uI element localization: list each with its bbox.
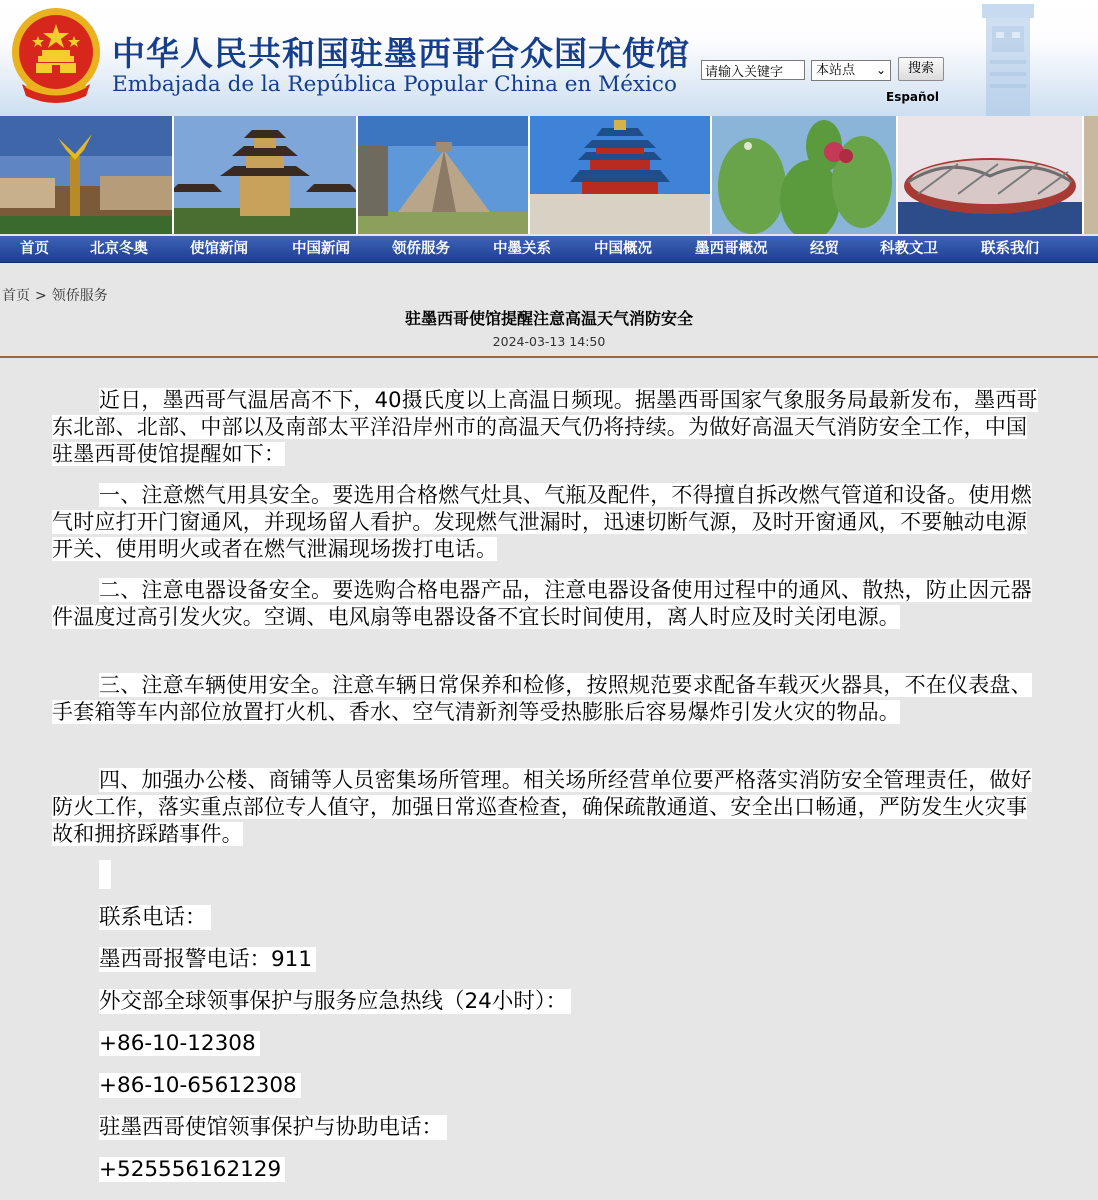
site-title-spanish: Embajada de la República Popular China en México: [112, 72, 677, 97]
contact-line: [99, 987, 571, 1017]
main-navigation: [0, 236, 1098, 263]
article-paragraph: [52, 672, 1048, 726]
chevron-down-icon: ⌄: [875, 63, 886, 77]
nav-item-beijing-olympics[interactable]: 北京冬奥: [90, 241, 148, 257]
nav-item-home[interactable]: 首页: [20, 241, 49, 257]
temple-of-heaven-photo: [530, 116, 710, 234]
article-paragraph: [52, 767, 1048, 848]
breadcrumb-separator: >: [35, 288, 47, 304]
contact-line: [99, 903, 211, 933]
site-header: [0, 0, 1098, 116]
site-title-chinese: 中华人民共和国驻墨西哥合众国大使馆: [112, 34, 690, 73]
contact-embassy-number: +525556162129: [99, 1157, 285, 1182]
nav-item-science-education-culture[interactable]: 科教文卫: [880, 241, 938, 257]
article-paragraph-text: 近日，墨西哥气温居高不下，40摄氏度以上高温日频现。据墨西哥国家气象服务局最新发布，墨西哥东北部、北部、中部以及南部太平洋沿岸州市的高温天气仍将持续。为做好高温天气消防安全工作，中国驻墨西哥使馆提醒如下：: [52, 388, 1038, 466]
contact-line: [99, 1155, 285, 1185]
contact-embassy-label: 驻墨西哥使馆领事保护与协助电话：: [99, 1115, 447, 1140]
contact-line: [99, 1113, 447, 1143]
article-paragraph: [52, 482, 1048, 563]
breadcrumb: [2, 285, 108, 305]
nav-item-china-overview[interactable]: 中国概况: [594, 241, 652, 257]
contact-hotline-number-1: +86-10-12308: [99, 1031, 260, 1056]
contact-line: [99, 1071, 301, 1101]
article-paragraph-text: 一、注意燃气用具安全。要选用合格燃气灶具、气瓶及配件，不得擅自拆改燃气管道和设备。使用燃气时应打开门窗通风，并现场留人看护。发现燃气泄漏时，迅速切断气源，及时开窗通风，不要触动电源开关、使用明火或者在燃气泄漏现场拨打电话。: [52, 483, 1032, 561]
nav-item-economy-trade[interactable]: 经贸: [810, 241, 839, 257]
nav-item-mexico-overview[interactable]: 墨西哥概况: [695, 241, 768, 257]
contact-hotline-label: 外交部全球领事保护与服务应急热线（24小时）：: [99, 989, 571, 1014]
contact-line: [99, 1029, 260, 1059]
nav-item-china-news[interactable]: 中国新闻: [292, 241, 350, 257]
chichen-itza-photo: [358, 116, 528, 234]
search-scope-select[interactable]: [811, 60, 891, 81]
contact-hotline-number-2: +86-10-65612308: [99, 1073, 301, 1098]
nav-item-consular-service[interactable]: 领侨服务: [392, 241, 450, 257]
photo-banner: [0, 116, 1098, 234]
yellow-crane-tower-photo: [174, 116, 356, 234]
divider: [0, 356, 1098, 358]
cactus-photo: [712, 116, 896, 234]
nav-item-embassy-news[interactable]: 使馆新闻: [190, 241, 248, 257]
article-paragraph: [52, 387, 1048, 468]
blank-line-highlight: [99, 860, 111, 889]
search-button[interactable]: 搜索: [898, 57, 944, 81]
nav-item-china-mexico-relations[interactable]: 中墨关系: [493, 241, 551, 257]
breadcrumb-home-link[interactable]: 首页: [2, 288, 30, 304]
article-paragraph-text: 三、注意车辆使用安全。注意车辆日常保养和检修，按照规范要求配备车载灭火器具，不在仪表盘、手套箱等车内部位放置打火机、香水、空气清新剂等受热膨胀后容易爆炸引发火灾的物品。: [52, 673, 1032, 724]
contact-police-number: 墨西哥报警电话：911: [99, 947, 316, 972]
breadcrumb-section-link[interactable]: 领侨服务: [51, 288, 108, 304]
search-scope-value: 本站点: [816, 63, 856, 78]
article-paragraph-text: 二、注意电器设备安全。要选购合格电器产品，注意电器设备使用过程中的通风、散热，防止因元器件温度过高引发火灾。空调、电风扇等电器设备不宜长时间使用，离人时应及时关闭电源。: [52, 578, 1032, 629]
article-title: 驻墨西哥使馆提醒注意高温天气消防安全: [404, 309, 693, 328]
nav-item-contact-us[interactable]: 联系我们: [981, 241, 1039, 257]
contact-heading: 联系电话：: [99, 905, 211, 930]
birds-nest-stadium-photo: [898, 116, 1082, 234]
aztec-statue-image: [968, 0, 1048, 116]
article-paragraph-text: 四、加强办公楼、商铺等人员密集场所管理。相关场所经营单位要严格落实消防安全管理责任，做好防火工作，落实重点部位专人值守，加强日常巡查检查，确保疏散通道、安全出口畅通，严防发生火灾事故和拥挤踩踏事件。: [52, 768, 1032, 846]
photo-edge-strip: [1084, 116, 1098, 234]
spanish-language-link[interactable]: Español: [886, 90, 939, 104]
article-paragraph: [52, 577, 1048, 631]
search-input[interactable]: [701, 60, 805, 80]
national-emblem-icon: [8, 6, 104, 108]
contact-line: [99, 945, 316, 975]
angel-of-independence-photo: [0, 116, 172, 234]
article-date: 2024-03-13 14:50: [492, 334, 606, 349]
